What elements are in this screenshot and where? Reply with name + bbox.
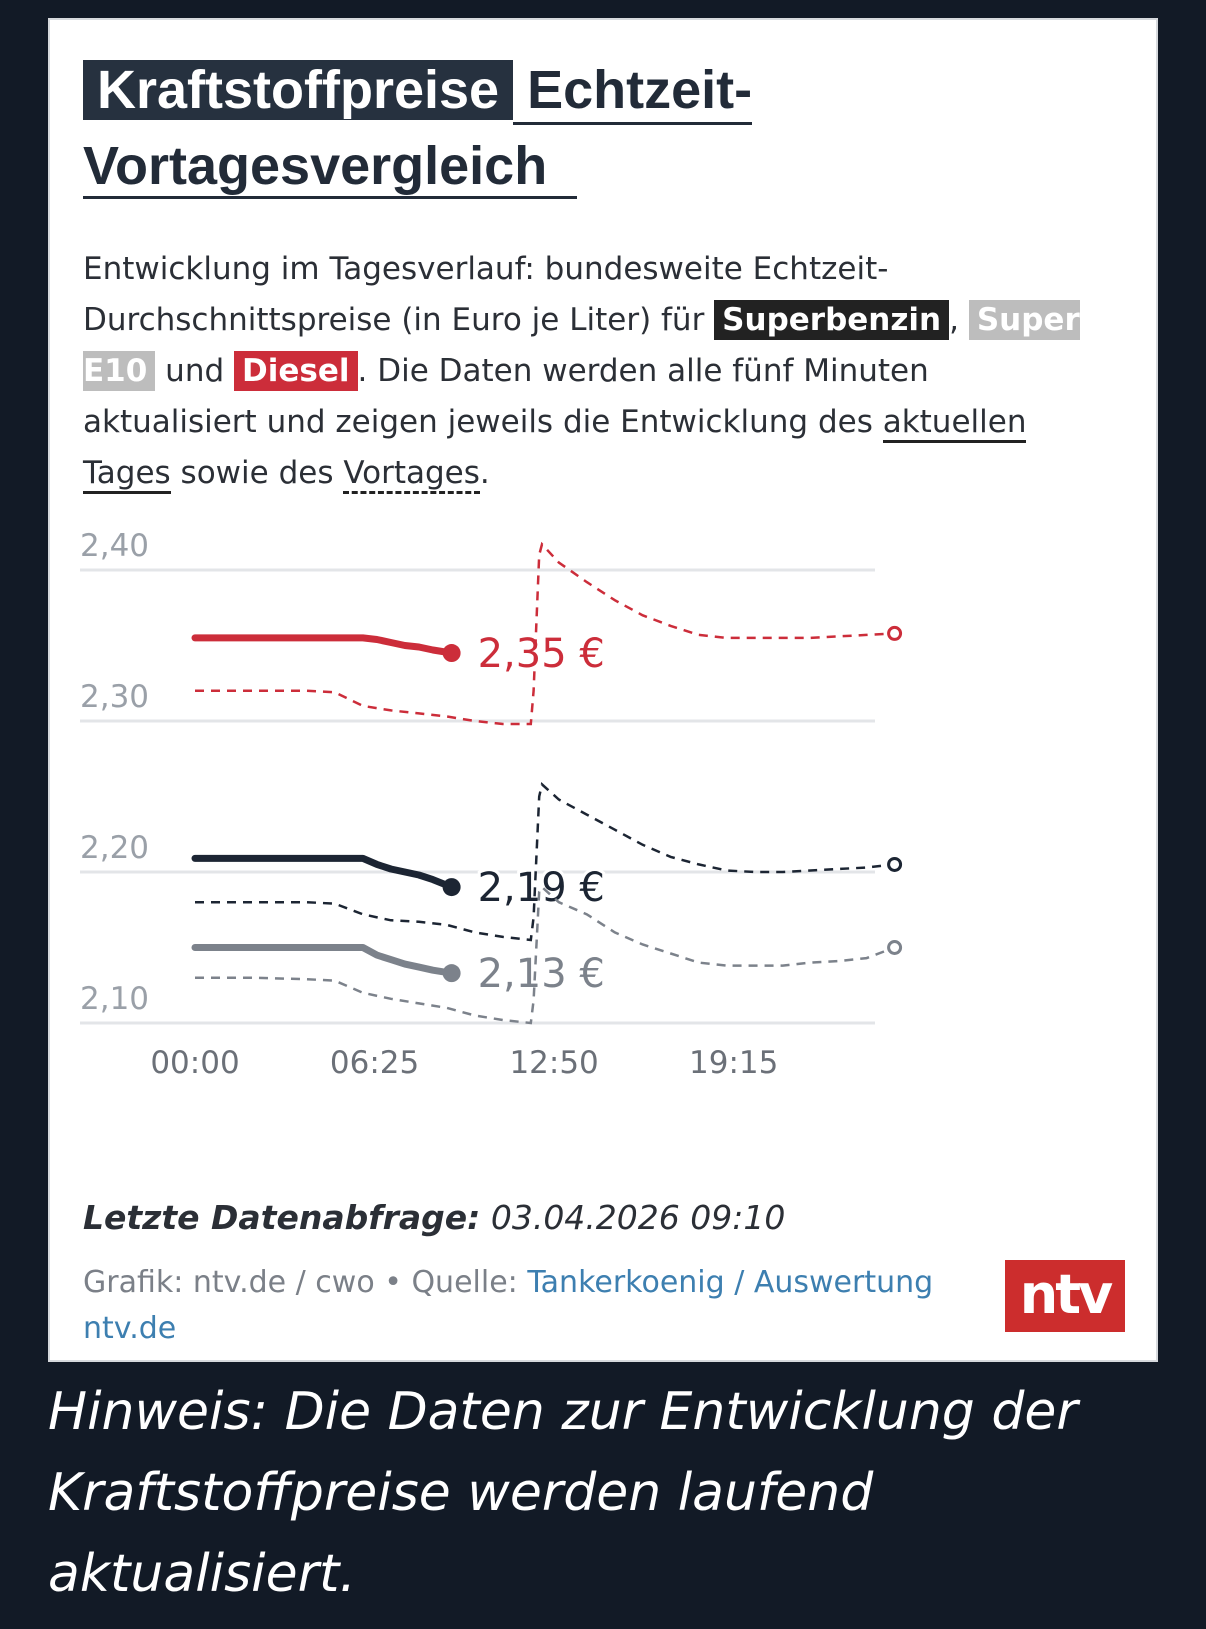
legend-yesterday: Vortages — [343, 455, 480, 494]
desc-text-6: . — [479, 455, 490, 491]
x-tick-label: 19:15 — [689, 1045, 779, 1081]
desc-text-1: Entwicklung im Tagesverlauf: bundesweite Echtzeit-Durchschnittspreise (in Euro je Liter) für — [83, 251, 889, 338]
x-tick-label: 06:25 — [329, 1045, 420, 1081]
note-text: Hinweis: Die Daten zur Entwicklung der Kraftstoffpreise werden laufend aktualisiert. — [48, 1382, 1078, 1604]
title-highlight: Kraftstoffpreise — [83, 60, 513, 120]
ntv-logo: ntv — [1005, 1260, 1125, 1332]
legend-superbenzin: Superbenzin — [714, 300, 949, 340]
page-title — [83, 52, 843, 204]
desc-text-3: und — [155, 353, 235, 389]
series-line-today — [195, 638, 452, 653]
chart-description — [83, 244, 1083, 499]
series-endpoint-today — [443, 644, 461, 662]
y-tick-label: 2,10 — [80, 981, 150, 1017]
data-label: 2,13 € — [477, 951, 605, 998]
last-update-value: 03.04.2026 09:10 — [480, 1198, 786, 1237]
y-tick-label: 2,30 — [80, 679, 150, 715]
legend-e10: Super E10 — [83, 302, 1080, 389]
series-endpoint-today — [443, 964, 461, 982]
series-line-yesterday — [195, 784, 895, 940]
legend-today: aktuellen Tages — [83, 404, 1026, 494]
y-tick-label: 2,20 — [80, 830, 150, 866]
desc-text-2: , — [949, 302, 969, 338]
credits-text: Grafik: ntv.de / cwo • Quelle: — [83, 1265, 528, 1300]
source-link[interactable]: Tankerkoenig / Auswertung ntv.de — [83, 1265, 934, 1346]
last-update — [83, 1198, 785, 1237]
series-endpoint-yesterday — [889, 627, 901, 639]
series-endpoint-yesterday — [889, 942, 901, 954]
last-update-label: Letzte Datenabfrage: — [83, 1198, 481, 1237]
desc-text-4: . Die Daten werden alle fünf Minuten aktualisiert und zeigen jeweils die Entwicklung des — [83, 353, 929, 440]
x-tick-label: 12:50 — [509, 1045, 599, 1081]
x-tick-label: 00:00 — [150, 1045, 240, 1081]
chart-card — [48, 18, 1158, 1362]
series-endpoint-yesterday — [889, 858, 901, 870]
legend-diesel: Diesel — [234, 351, 358, 391]
title-part2: Vortagesvergleich — [83, 136, 577, 199]
desc-text-5: sowie des — [170, 455, 344, 491]
data-label: 2,35 € — [477, 631, 605, 678]
data-label: 2,19 € — [477, 865, 605, 912]
series-line-today — [195, 948, 452, 974]
series-endpoint-today — [443, 878, 461, 896]
credits — [83, 1260, 963, 1352]
y-tick-label: 2,40 — [80, 528, 150, 564]
title-part1: Echtzeit- — [513, 60, 752, 125]
line-chart — [50, 525, 1156, 1105]
